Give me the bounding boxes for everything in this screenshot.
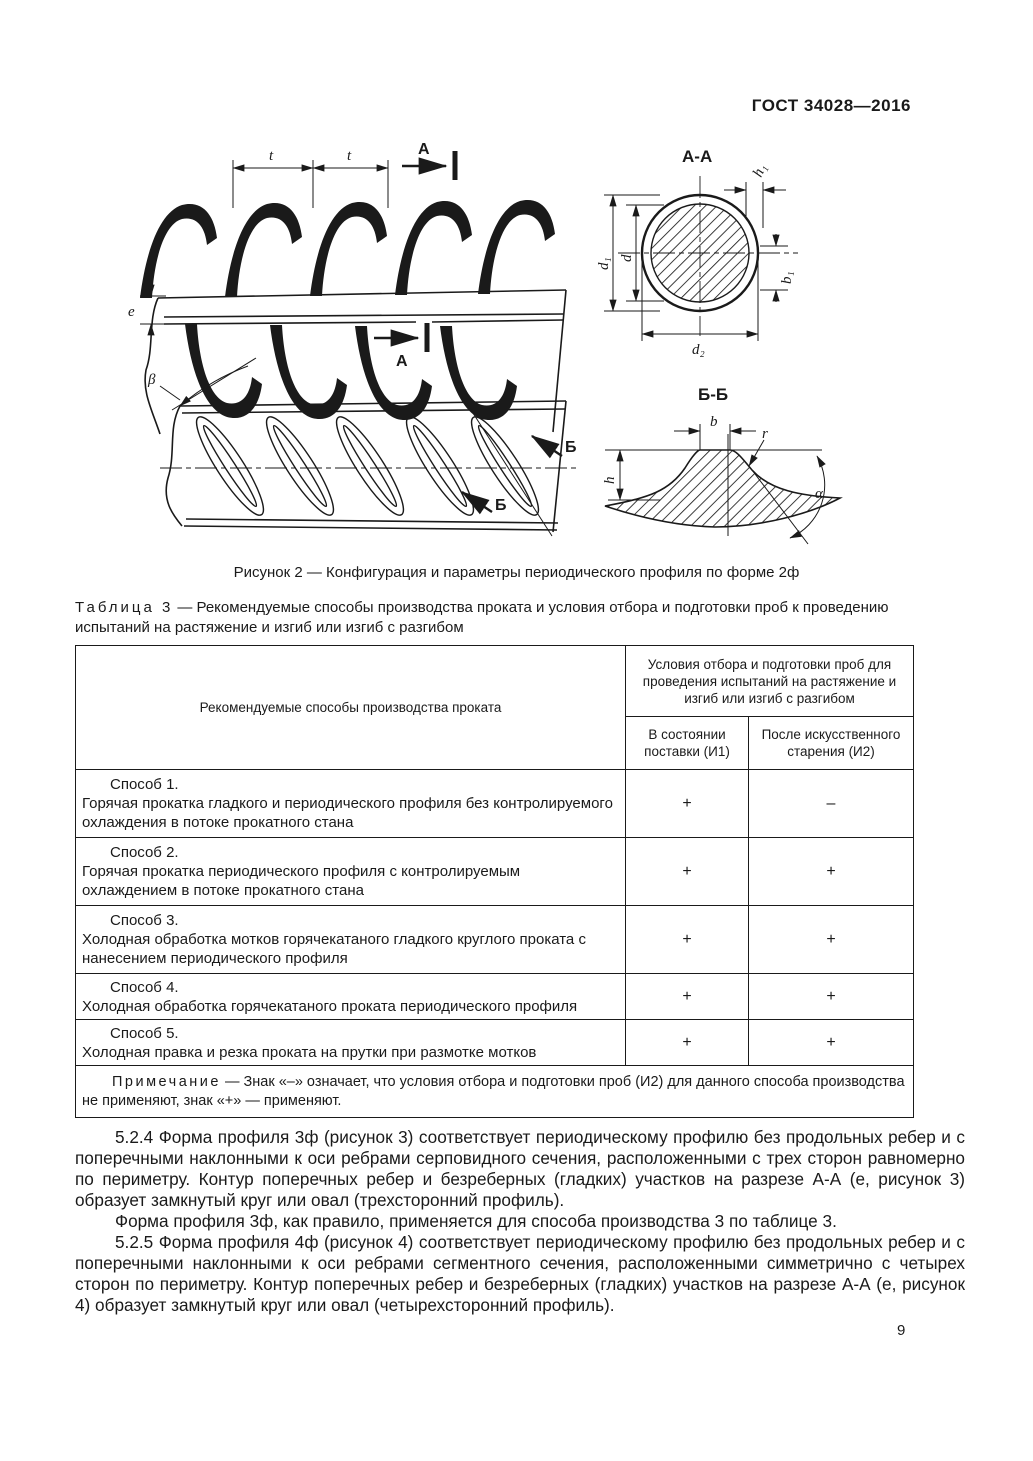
table-row [76, 906, 914, 974]
section-a-marker-top [402, 141, 455, 180]
body-text [75, 1127, 965, 1316]
dim-label-r: r [762, 426, 768, 442]
method-name: Способ 1. [110, 776, 179, 793]
hatched-core-section [651, 204, 749, 302]
table-header-row-1 [76, 646, 914, 717]
i1-mark: + [626, 770, 749, 838]
table-label: Таблица 3 [75, 599, 174, 616]
section-letter-b-bottom: Б [495, 497, 507, 514]
dim-label-d2: d₂ [692, 342, 705, 358]
page-number: 9 [897, 1322, 906, 1339]
table-row [76, 770, 914, 838]
i2-mark: + [749, 838, 914, 906]
table-note-row [76, 1066, 914, 1118]
method-name: Способ 5. [110, 1024, 179, 1042]
table-row [76, 1020, 914, 1066]
table-note [82, 1073, 907, 1111]
dim-label-alpha: α [815, 486, 823, 502]
section-aa-view [596, 147, 798, 358]
pitch-dimension-t [233, 148, 388, 208]
bar-left-break-edge [145, 298, 160, 434]
table-title-text: — Рекомендуемые способы производства проката и условия отбора и подготовки проб к проведению испытаний на растяжение и изгиб или изгиб с разгибом [75, 599, 889, 636]
top-transverse-ribs [140, 200, 555, 298]
note-text: — Знак «–» означает, что условия отбора и подготовки проб (И2) для данного способа производства не применяют, знак «+» — применяют. [82, 1073, 905, 1109]
method-name: Способ 2. [110, 844, 179, 861]
section-letter-a-top: А [418, 141, 430, 158]
dimension-b1 [760, 234, 795, 302]
figure-2-drawing [60, 138, 970, 560]
i2-mark: – [749, 770, 914, 838]
figure-caption: Рисунок 2 — Конфигурация и параметры периодического профиля по форме 2ф [233, 564, 800, 581]
paragraph-5-2-5: 5.2.5 Форма профиля 4ф (рисунок 4) соответствует периодическому профилю без продольных ребер и с поперечными наклонными к оси ребрами сегментного сечения, расположенными симметрично с четырех сторон по периметру. Контур поперечных ребер и безреберных (гладких) участков на разрезе А-А (е, рисунок 4) образует замкнутый круг или овал (четырехсторонний профиль). [75, 1232, 965, 1315]
standard-number: ГОСТ 34028—2016 [751, 96, 911, 115]
dimension-b [674, 414, 756, 450]
method-description: Холодная правка и резка проката на прутки при размотке мотков [82, 1043, 537, 1061]
dimension-r [749, 426, 768, 466]
col3-header: После искусственного старения (И2) [749, 717, 914, 770]
note-label: Примечание [112, 1073, 221, 1090]
method-description: Горячая прокатка периодического профиля с контролируемым охлаждением в потоке прокатного стана [82, 863, 521, 899]
col2-header: В состоянии поставки (И1) [626, 717, 749, 770]
paragraph-5-2-4-note: Форма профиля 3ф, как правило, применяется для способа производства 3 по таблице 3. [115, 1211, 837, 1231]
method-description: Горячая прокатка гладкого и периодического профиля без контролируемого охлаждения в потоке прокатного стана [82, 795, 613, 831]
i1-mark: + [626, 838, 749, 906]
i1-mark: + [626, 974, 749, 1020]
dim-label-h: h [602, 476, 618, 484]
i1-mark: + [626, 906, 749, 974]
dim-label-b1: b₁ [779, 271, 795, 284]
table-3 [75, 645, 914, 1118]
dimension-h [602, 450, 660, 500]
dim-label-t-2: t [347, 148, 352, 164]
section-bb-title: Б-Б [698, 385, 729, 404]
i2-mark: + [749, 906, 914, 974]
i2-mark: + [749, 974, 914, 1020]
dim-label-beta: β [148, 372, 156, 388]
table-row [76, 838, 914, 906]
table-row [76, 974, 914, 1020]
hatched-rib-section [605, 450, 840, 527]
dim-label-d1: d₁ [596, 257, 612, 270]
side-left-break-edge [166, 406, 182, 526]
method-description: Холодная обработка горячекатаного проката периодического профиля [82, 997, 578, 1015]
group-header: Условия отбора и подготовки проб для проведения испытаний на растяжение и изгиб или изгиб с разгибом [626, 646, 914, 717]
dim-label-b: b [710, 414, 718, 430]
side-view-ribs [188, 410, 548, 521]
section-letter-b-right: Б [565, 439, 577, 456]
method-name: Способ 3. [110, 912, 179, 929]
i2-mark: + [749, 1020, 914, 1066]
i1-mark: + [626, 1020, 749, 1066]
col1-header: Рекомендуемые способы производства проката [76, 646, 626, 770]
section-aa-title: А-А [682, 147, 713, 166]
table-title [75, 598, 920, 638]
section-letter-a-bottom: А [396, 353, 408, 370]
paragraph-5-2-4: 5.2.4 Форма профиля 3ф (рисунок 3) соответствует периодическому профилю без продольных ребер и с поперечными наклонными к оси ребрами серповидного сечения, расположенными с трех сторон равномерно по периметру. Контур поперечных ребер и безреберных (гладких) участков на разрезе А-А (е, рисунок 3) образует замкнутый круг или овал (трехсторонний профиль). [75, 1127, 965, 1210]
section-a-marker-bottom [374, 323, 427, 370]
dim-label-d: d [619, 254, 635, 262]
section-bb-view [602, 385, 840, 544]
method-description: Холодная обработка мотков горячекатаного гладкого круглого проката с нанесением периодического профиля [82, 931, 586, 967]
dim-label-h1: h₁ [750, 161, 771, 180]
rebar-perspective-view [128, 141, 566, 434]
method-name: Способ 4. [110, 978, 179, 996]
dim-label-e: е [128, 304, 135, 320]
dim-label-t-1: t [269, 148, 274, 164]
